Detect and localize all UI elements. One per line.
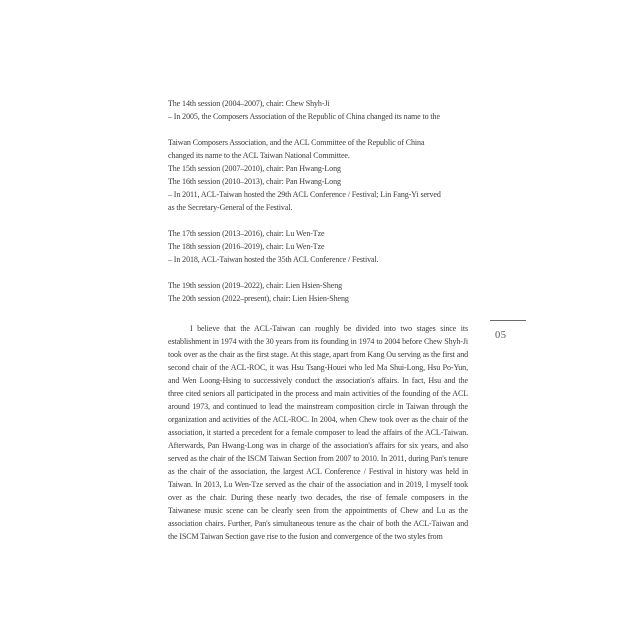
session-line: The 17th session (2013–2016), chair: Lu Wen-Tze bbox=[168, 229, 325, 238]
session-group-1 bbox=[168, 97, 468, 123]
session-note-line: as the Secretary-General of the Festival. bbox=[168, 203, 293, 212]
session-note-line: – In 2005, the Composers Association of the Republic of China changed its name to the bbox=[168, 112, 440, 121]
session-line: The 16th session (2010–2013), chair: Pan Hwang-Long bbox=[168, 177, 341, 186]
session-line: The 20th session (2022–present), chair: Lien Hsien-Sheng bbox=[168, 294, 349, 303]
line-gap bbox=[168, 214, 468, 227]
session-line: The 19th session (2019–2022), chair: Lien Hsien-Sheng bbox=[168, 281, 343, 290]
page-number: 05 bbox=[495, 330, 507, 341]
session-group-3 bbox=[168, 227, 468, 266]
page-number-rule bbox=[490, 320, 526, 321]
page-marker bbox=[490, 320, 526, 341]
session-note-line: – In 2011, ACL-Taiwan hosted the 29th ACL Conference / Festival; Lin Fang-Yi served bbox=[168, 190, 441, 199]
session-line: The 18th session (2016–2019), chair: Lu Wen-Tze bbox=[168, 242, 325, 251]
session-group-4 bbox=[168, 279, 468, 305]
body-paragraph-text: I believe that the ACL-Taiwan can roughly be divided into two stages since its establishment in 1974 with the 30 years from its founding in 1974 to 2004 before Chew Shyh-Ji took over as the chair as the first stage. At this stage, apart from Kang Ou serving as the first and second chair of the ACL-ROC, it was Hsu Tsang-Houei who led Ma Shui-Long, Hsu Po-Yun, and Wen Loong-Hsing to successively conduct the association's affairs. In fact, Hsu and the three cited seniors all participated in the process and main activities of the founding of the ACL around 1973, and continued to lead the mainstream composition circle in Taiwan through the organization and activities of the ACL-ROC. In 2004, when Chew took over as the chair of the association, it started a precedent for a female composer to lead the affairs of the ACL-Taiwan. Afterwards, Pan Hwang-Long was in charge of the association's affairs for six years, and also served as the chair of the ISCM Taiwan Section from 2007 to 2010. In 2011, during Pan's tenure as the chair of the association, the largest ACL Conference / Festival in history was held in Taiwan. In 2013, Lu Wen-Tze served as the chair of the association and in 2019, I myself took over as the chair. During these nearly two decades, the rise of female composers in the Taiwanese music scene can be clearly seen from the appointments of Chew and Lu as the association chairs. Further, Pan's simultaneous tenure as the chair of both the ACL-Taiwan and the ISCM Taiwan Section gave rise to the fusion and convergence of the two styles from bbox=[168, 324, 468, 541]
session-note-line: Taiwan Composers Association, and the ACL Committee of the Republic of China bbox=[168, 138, 425, 147]
body-paragraph bbox=[168, 322, 468, 543]
text-column bbox=[168, 97, 468, 543]
line-gap bbox=[168, 305, 468, 318]
session-line: The 14th session (2004–2007), chair: Chew Shyh-Ji bbox=[168, 99, 330, 108]
session-note-line: changed its name to the ACL Taiwan National Committee. bbox=[168, 151, 350, 160]
session-group-2 bbox=[168, 136, 468, 214]
session-note-line: – In 2018, ACL-Taiwan hosted the 35th ACL Conference / Festival. bbox=[168, 255, 379, 264]
session-line: The 15th session (2007–2010), chair: Pan Hwang-Long bbox=[168, 164, 341, 173]
line-gap bbox=[168, 123, 468, 136]
line-gap bbox=[168, 266, 468, 279]
